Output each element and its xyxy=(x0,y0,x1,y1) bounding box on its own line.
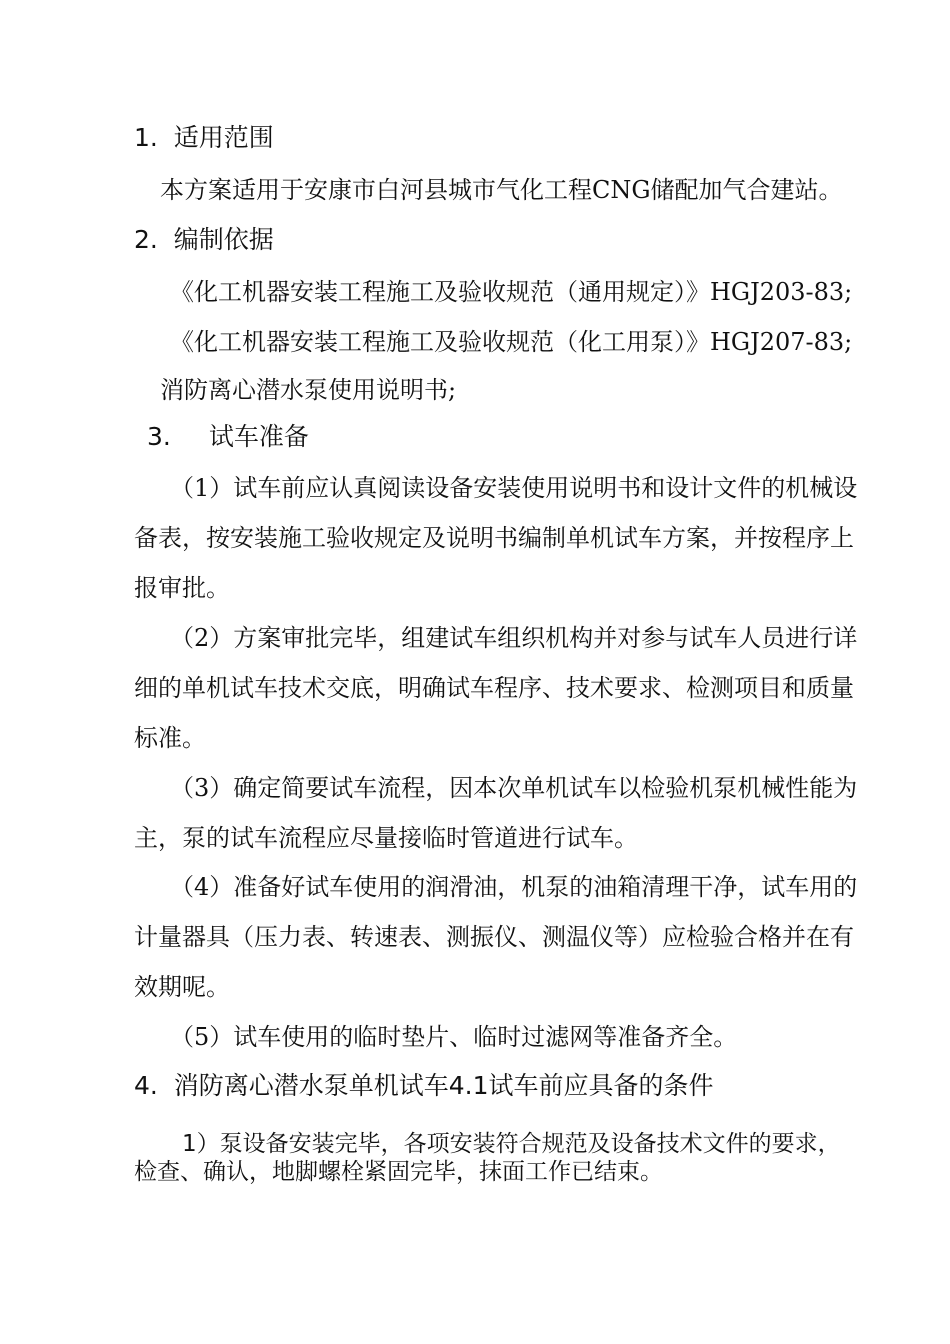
s3-p2-line2: 细的单机试车技术交底，明确试车程序、技术要求、检测项目和质量 xyxy=(134,674,854,702)
section-1-heading xyxy=(134,122,274,154)
s3-p3-line1: （3）确定简要试车流程，因本次单机试车以检验机泵机械性能为 xyxy=(170,774,858,802)
section-1-body: 本方案适用于安康市白河县城市气化工程CNG储配加气合建站。 xyxy=(160,176,843,204)
s4-p1-line1: 1）泵设备安装完毕，各项安装符合规范及设备技术文件的要求， xyxy=(182,1131,841,1157)
s3-p2-line3: 标准。 xyxy=(134,724,206,752)
reference-1: 《化工机器安装工程施工及验收规范（通用规定）》HGJ203-83; xyxy=(170,278,853,306)
s3-p2-line1: （2）方案审批完毕，组建试车组织机构并对参与试车人员进行详 xyxy=(170,624,858,652)
section-2-number: 2. xyxy=(134,225,158,254)
s3-p4-line3: 效期呢。 xyxy=(134,973,230,1001)
s3-p3-line2: 主，泵的试车流程应尽量接临时管道进行试车。 xyxy=(134,824,638,852)
section-3-number: 3. xyxy=(147,422,171,451)
reference-3: 消防离心潜水泵使用说明书; xyxy=(160,376,457,404)
s3-p4-line1: （4）准备好试车使用的润滑油，机泵的油箱清理干净，试车用的 xyxy=(170,873,858,901)
s3-p5-line1: （5）试车使用的临时垫片、临时过滤网等准备齐全。 xyxy=(170,1023,738,1051)
section-3-heading xyxy=(147,421,309,453)
section-3-title: 试车准备 xyxy=(208,422,309,451)
reference-2: 《化工机器安装工程施工及验收规范（化工用泵）》HGJ207-83; xyxy=(170,328,853,356)
section-4-title: 消防离心潜水泵单机试车4.1试车前应具备的条件 xyxy=(173,1071,714,1100)
section-1-title: 适用范围 xyxy=(173,123,274,152)
section-4-heading xyxy=(134,1070,714,1102)
s3-p4-line2: 计量器具（压力表、转速表、测振仪、测温仪等）应检验合格并在有 xyxy=(134,923,854,951)
section-1-number: 1. xyxy=(134,123,158,152)
section-2-heading xyxy=(134,224,274,256)
s4-p1-line2: 检查、确认，地脚螺栓紧固完毕，抹面工作已结束。 xyxy=(134,1159,663,1185)
s3-p1-line3: 报审批。 xyxy=(134,574,230,602)
section-4-number: 4. xyxy=(134,1071,158,1100)
s3-p1-line1: （1）试车前应认真阅读设备安装使用说明书和设计文件的机械设 xyxy=(170,474,858,502)
section-2-title: 编制依据 xyxy=(173,225,274,254)
s3-p1-line2: 备表，按安装施工验收规定及说明书编制单机试车方案，并按程序上 xyxy=(134,524,854,552)
